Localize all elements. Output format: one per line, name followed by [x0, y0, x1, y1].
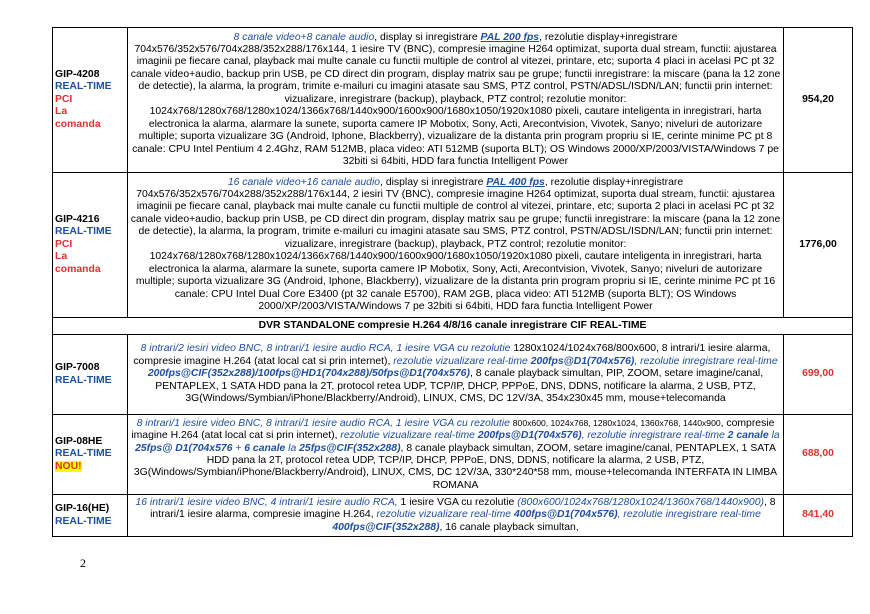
desc-segment: , 8 intrari/1 iesire alarma, compresie imagine H.264, — [150, 496, 776, 521]
tag-realtime: REAL-TIME — [55, 448, 112, 460]
desc-segment: , compresie imagine H.264 (atat local cat si prin internet), — [131, 417, 775, 442]
product-price: 699,00 — [784, 335, 853, 415]
product-price: 1776,00 — [784, 173, 853, 318]
desc-segment: 1 iesire VGA cu rezolutie — [397, 496, 518, 508]
desc-segment: 6 canale — [244, 442, 286, 454]
desc-segment: 2 canale — [727, 430, 769, 442]
section-title: DVR STANDALONE compresie H.264 4/8/16 canale inregistrare CIF REAL-TIME — [53, 318, 853, 335]
desc-segment: , 8 canale playback simultan, ZOOM, setare imagine/canal, PENTAPLEX, 1 SATA HDD pana la 2T, protocol retea UDP, TCP/IP, DHCP, PPPoE, DNS, DDNS, notificare la alarma, 2 USB, PTZ, 3G(Windows/Symbian/iPhone/Blackberry/Android), LINUX, CMS, DC 12V/3A, 330*240*58 mm, mouse+telecomanda INTERFATA IN LIMBA ROMANA — [133, 442, 778, 491]
desc-segment: + — [232, 442, 245, 454]
product-price: 841,40 — [784, 495, 853, 537]
desc-segment: PAL 200 fps — [480, 31, 540, 43]
table-row — [53, 173, 853, 318]
tag-la: La — [55, 251, 68, 263]
product-code: GIP-08HE — [55, 435, 103, 447]
product-description — [128, 28, 784, 173]
desc-segment: , rezolutie display+inregistrare 704x576/352x576/704x288/352x288/176x144, 2 iesiri TV (BNC), compresie imagine H264 optimizat, suporta dual stream, functii: ajustarea imaginii pe fiecare canal, playback mai multe canale cu functii multiple de control al vitezei, printare, etc; suporta 2 placi in acelasi PC pt 32 canale video+audio, backup prin USB, pe CD direct din program, display matrix sau pe grupe; functii inregistrare: la miscare (pana la 12 zone de detectie), la alarma, la program, trimite e-mailuri cu imagini atasate sau SMS, PTZ control, PSTN/ADSL/ISDN/LAN; functii prin internet: vizualizare, inregistrare (backup), playback, PTZ control; rezolutie monitor: 1024x768/1280x768/1280x1024/1366x768/1440x900/1600x900/1680x1050/1920x1080 pixeli, cautare inteligenta in inregistrari, harta electronica la alarma, alarmare la sunete, suporta camere IP Mobotix, Sony, Acti, Arecontvision, Vivotek, Sanyo; niveluri de autorizare multiple; suporta vizualizare 3G (Android, Iphone, Blackberry), vizualizare de la distanta prin program propriu si IE, cerinte minime PC pt 16 canale: CPU Intel Dual Core E3400 (pt 32 canale E5700), RAM 2GB, placa video: ATI 512MB (suporta BLT); OS Windows 2000/XP/2003/VISTA/Windows 7 pe 32biti si 64biti, HDD fara functia Intelligent Power — [130, 176, 781, 313]
desc-segment: (800x600/1024x768/1280x1024/1360x768/1440x900) — [517, 496, 764, 508]
price-list-table — [52, 27, 853, 537]
desc-segment: , 8 canale playback simultan, PIP, ZOOM, setare imagine/canal, PENTAPLEX, 1 SATA HDD pana la 2T, protocol retea UDP, TCP/IP, DHCP, PPPoE, DNS, DDNS, notificare la alarma, 2 USB, PTZ, 3G(Windows/Symbian/iPhone/Blackberry/Android), LINUX, CMS, DC 12V/3A, 354x230x45 mm, mouse+telecomanda — [155, 368, 764, 405]
desc-segment: 16 intrari/1 iesire video BNC, 4 intrari/1 iesire audio RCA, — [135, 496, 398, 508]
table-row — [53, 415, 853, 495]
desc-segment: 8 canale video+8 canale audio — [233, 31, 375, 43]
desc-segment: 8 intrari/1 iesire video BNC, 8 intrari/1 iesire audio RCA, 1 iesire VGA cu rezolutie — [136, 417, 513, 429]
desc-segment: 200fps@D1(704x576) — [530, 355, 635, 367]
desc-segment: rezolutie vizualizare real-time — [376, 509, 514, 521]
tag-comanda: comanda — [55, 118, 101, 130]
tag-pci: PCI — [55, 238, 73, 250]
product-description — [128, 173, 784, 318]
desc-segment: 800x600, 1024x768, 1280x1024, 1360x768, 1440x900 — [512, 417, 721, 428]
tag-realtime: REAL-TIME — [55, 374, 112, 386]
product-description — [128, 335, 784, 415]
tag-la: La — [55, 106, 68, 118]
product-code: GIP-4216 — [55, 213, 100, 225]
product-code-cell — [53, 335, 128, 415]
desc-segment: , 16 canale playback simultan, — [439, 521, 579, 533]
desc-segment: , display si inregistrare — [380, 176, 487, 188]
product-code: GIP-7008 — [55, 362, 100, 374]
desc-segment: la — [768, 430, 780, 442]
desc-segment: , display si inregistrare — [374, 31, 481, 43]
product-description — [128, 495, 784, 537]
desc-segment: 25fps@ D1(704x576 — [135, 442, 233, 454]
desc-segment: rezolutie vizualizare real-time — [340, 430, 478, 442]
desc-segment: 400fps@D1(704x576) — [513, 509, 618, 521]
desc-segment: 25fps@CIF(352x288) — [299, 442, 401, 454]
product-code-cell — [53, 415, 128, 495]
desc-segment: 200fps@CIF(352x288)/100fps@HD1(704x288)/50fps@D1(704x576) — [147, 368, 470, 380]
tag-pci: PCI — [55, 93, 73, 105]
desc-segment: , rezolutie inregistrare real-time — [581, 430, 728, 442]
tag-realtime: REAL-TIME — [55, 226, 112, 238]
tag-comanda: comanda — [55, 263, 101, 275]
product-code-cell — [53, 173, 128, 318]
desc-segment: rezolutie vizualizare real-time — [393, 355, 531, 367]
product-code: GIP-4208 — [55, 68, 100, 80]
desc-segment: , rezolutie inregistrare real-time — [617, 509, 761, 521]
product-code: GIP-16(HE) — [55, 503, 110, 515]
desc-segment: 16 canale video+16 canale audio — [227, 176, 381, 188]
desc-segment: , rezolutie inregistrare real-time — [634, 355, 778, 367]
tag-realtime: REAL-TIME — [55, 81, 112, 93]
table-row — [53, 495, 853, 537]
desc-segment: 1280x1024/1024x768/800x600, 8 intrari/1 iesire alarma, compresie imagine H.264 (atat local cat si prin internet), — [133, 343, 771, 367]
desc-segment: 400fps@CIF(352x288) — [332, 521, 440, 533]
table-row — [53, 335, 853, 415]
product-code-cell — [53, 28, 128, 173]
product-description — [128, 415, 784, 495]
desc-segment: la — [285, 442, 300, 454]
desc-segment: 8 intrari/2 iesiri video BNC, 8 intrari/1 iesire audio RCA, 1 iesire VGA cu rezolutie — [140, 343, 514, 355]
section-header-row — [53, 318, 853, 335]
table-row — [53, 28, 853, 173]
desc-segment: , rezolutie display+inregistrare 704x576/352x576/704x288/352x288/176x144, 1 iesire TV (BNC), compresie imagine H264 optimizat, suporta dual stream, functii: ajustarea imaginii pe fiecare canal, playback mai multe canale cu functii multiple de control al vitezei, printare, etc; suporta 4 placi in acelasi PC pt 32 canale video+audio, backup prin USB, pe CD direct din program, display matrix sau pe grupe; functii inregistrare: la miscare (pana la 12 zone de detectie), la alarma, la program, trimite e-mailuri cu imagini atasate sau SMS, PTZ control, PSTN/ADSL/ISDN/LAN; functii prin internet: vizualizare, inregistrare (backup), playback, PTZ control; rezolutie monitor: 1024x768/1280x768/1280x1024/1366x768/1440x900/1600x900/1680x1050/1920x1080 pixeli, cautare inteligenta in inregistrari, harta electronica la alarma, alarmare la sunete, suporta camere IP Mobotix, Sony, Acti, Arecontvision, Vivotek, Sanyo; niveluri de autorizare multiple; suporta vizualizare 3G (Android, Iphone, Blackberry), vizualizare de la distanta prin program propriu si IE, cerinte minime PC pt 8 canale: CPU Intel Pentium 4 2.4Ghz, RAM 512MB, placa video: ATI 512MB (suporta BLT); OS Windows 2000/XP/2003/VISTA/Windows 7 pe 32biti si 64biti, HDD fara functia Intelligent Power — [130, 31, 781, 168]
desc-segment: PAL 400 fps — [486, 176, 545, 188]
product-code-cell — [53, 495, 128, 537]
product-price: 688,00 — [784, 415, 853, 495]
page-number: 2 — [80, 556, 86, 570]
new-badge: NOU! — [55, 460, 82, 472]
desc-segment: 200fps@D1(704x576) — [477, 430, 582, 442]
tag-realtime: REAL-TIME — [55, 515, 112, 527]
product-price: 954,20 — [784, 28, 853, 173]
